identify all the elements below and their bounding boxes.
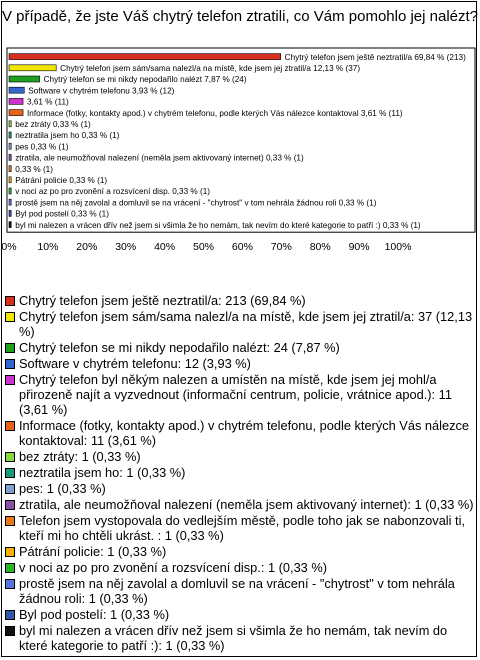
legend-item	[5, 607, 475, 622]
bar-label-6: Informace (fotky, kontakty apod.) v chytrém telefonu, podle kterých Vás nálezce kontaktoval 3,61 % (11)	[27, 108, 403, 118]
bar-11	[9, 166, 11, 172]
x-tick-label: 30%	[115, 241, 137, 254]
legend-swatch	[5, 500, 15, 510]
legend-item	[5, 449, 475, 464]
legend-label: Informace (fotky, kontakty apod.) v chytrém telefonu, podle kterých Vás nálezce kontaktoval: 11 (3,61 %)	[19, 418, 470, 448]
legend-swatch	[5, 359, 15, 369]
x-tick-label: 60%	[231, 241, 253, 254]
legend-item	[5, 513, 475, 543]
bar-4	[9, 87, 24, 93]
legend-item	[5, 481, 475, 496]
x-tick-label: 0%	[1, 241, 17, 254]
legend-item	[5, 340, 475, 355]
bar-6	[9, 110, 23, 116]
bar-label-4: Software v chytrém telefonu 3,93 % (12)	[28, 86, 175, 96]
legend-swatch	[5, 563, 15, 573]
bar-12	[9, 177, 11, 183]
chart-title: V případě, že jste Váš chytrý telefon ztratili, co Vám pomohlo jej nalézt?	[1, 8, 479, 25]
legend-item	[5, 293, 475, 308]
legend-swatch	[5, 375, 15, 385]
x-tick-label: 40%	[154, 241, 176, 254]
legend-swatch	[5, 421, 15, 431]
x-tick-label: 50%	[192, 241, 215, 254]
legend-label: Telefon jsem vystopovala do vedlejším městě, podle toho jak se nabonzovali ti, kteří mi ho chtěli ukrást. : 1 (0,33 %)	[19, 513, 466, 543]
legend-label: pes: 1 (0,33 %)	[19, 481, 106, 496]
legend-swatch	[5, 312, 15, 322]
bar-5	[9, 98, 23, 104]
legend-swatch	[5, 516, 15, 526]
legend-swatch	[5, 626, 15, 636]
x-tick-label: 10%	[37, 241, 59, 254]
bar-2	[9, 65, 56, 71]
legend-item	[5, 465, 475, 480]
bar-16	[9, 222, 11, 228]
legend-swatch	[5, 579, 15, 589]
bar-label-9: pes 0,33 % (1)	[15, 142, 69, 152]
legend-label: Chytrý telefon se mi nikdy nepodařilo nalézt: 24 (7,87 %)	[19, 340, 340, 355]
legend-item	[5, 623, 475, 653]
legend-label: neztratila jsem ho: 1 (0,33 %)	[19, 465, 186, 480]
legend-label: Software v chytrém telefonu: 12 (3,93 %)	[19, 356, 251, 371]
bar-label-10: ztratila, ale neumožňoval nalezení (neměla jsem aktivovaný internet) 0,33 % (1)	[15, 153, 304, 163]
legend-label: byl mi nalezen a vrácen dřív než jsem si všimla že ho nemám, tak nevím do které kategorie to patří :): 1 (0,33 %)	[19, 623, 448, 653]
legend-label: Byl pod postelí: 1 (0,33 %)	[19, 607, 170, 622]
x-tick-label: 20%	[76, 241, 98, 254]
bar-label-11: 0,33 % (1)	[15, 164, 53, 174]
bar-3	[9, 76, 40, 82]
bar-label-8: neztratila jsem ho 0,33 % (1)	[15, 131, 120, 141]
legend-label: ztratila, ale neumožňoval nalezení (neměla jsem aktivovaný internet): 1 (0,33 %)	[19, 497, 474, 512]
x-tick-label: 80%	[309, 241, 331, 254]
legend-item	[5, 560, 475, 575]
legend-swatch	[5, 468, 15, 478]
bar-label-12: Pátrání policie 0,33 % (1)	[15, 176, 108, 185]
legend-label: Chytrý telefon jsem ještě neztratil/a: 213 (69,84 %)	[19, 293, 306, 308]
x-tick-label: 70%	[270, 241, 292, 254]
legend-item	[5, 356, 475, 371]
bar-8	[9, 132, 11, 138]
bar-label-5: 3,61 % (11)	[27, 97, 69, 107]
legend-label: v noci az po pro zvonění a rozsvícení disp.: 1 (0,33 %)	[19, 560, 327, 575]
legend-item	[5, 418, 475, 448]
bar-9	[9, 143, 11, 149]
legend-label: Chytrý telefon byl někým nalezen a umístěn na místě, kde jsem jej mohl/a přirozeně najít a vyzvednout (informační centrum, policie, vrátnice apod.): 11 (3,61 %)	[19, 372, 452, 417]
legend-label: bez ztráty: 1 (0,33 %)	[19, 449, 141, 464]
legend-swatch	[5, 343, 15, 353]
legend-label: Pátrání policie: 1 (0,33 %)	[19, 544, 167, 559]
bar-label-2: Chytrý telefon jsem sám/sama nalezl/a na místě, kde jsem jej ztratil/a 12,13 % (37)	[60, 64, 361, 73]
legend-item	[5, 372, 475, 417]
legend-label: Chytrý telefon jsem sám/sama nalezl/a na místě, kde jsem jej ztratil/a: 37 (12,13 %)	[19, 309, 473, 339]
bar-label-15: Byl pod postelí 0,33 % (1)	[15, 209, 109, 219]
bar-label-16: byl mi nalezen a vrácen dřív než jsem si všimla že ho nemám, tak nevím do které kategorie to patří :) 0,33 % (1)	[15, 220, 421, 230]
legend-item	[5, 309, 475, 339]
bar-1	[9, 54, 281, 60]
legend-swatch	[5, 610, 15, 620]
bar-label-7: bez ztráty 0,33 % (1)	[15, 120, 91, 129]
legend-item	[5, 576, 475, 606]
legend	[5, 293, 475, 654]
legend-item	[5, 544, 475, 559]
x-tick-label: 100%	[384, 241, 412, 254]
legend-swatch	[5, 296, 15, 306]
bar-13	[9, 188, 11, 194]
legend-swatch	[5, 484, 15, 494]
bar-label-3: Chytrý telefon se mi nikdy nepodařilo nalézt 7,87 % (24)	[43, 75, 247, 85]
bar-label-1: Chytrý telefon jsem ještě neztratil/a 69,84 % (213)	[284, 52, 466, 62]
bar-15	[9, 210, 11, 216]
bar-chart	[0, 0, 480, 290]
bar-10	[9, 154, 11, 160]
bar-14	[9, 199, 11, 205]
legend-item	[5, 497, 475, 512]
bar-label-13: v noci az po pro zvonění a rozsvícení disp. 0,33 % (1)	[15, 187, 210, 197]
bar-7	[9, 121, 11, 127]
legend-swatch	[5, 547, 15, 557]
x-tick-label: 90%	[348, 241, 370, 254]
legend-label: prostě jsem na něj zavolal a domluvil se na vrácení - "chytrost" v tom nehrála žádnou roli: 1 (0,33 %)	[19, 576, 455, 606]
bar-label-14: prostě jsem na něj zavolal a domluvil se na vrácení - "chytrost" v tom nehrála žádnou roli 0,33 % (1)	[15, 198, 377, 208]
legend-swatch	[5, 452, 15, 462]
